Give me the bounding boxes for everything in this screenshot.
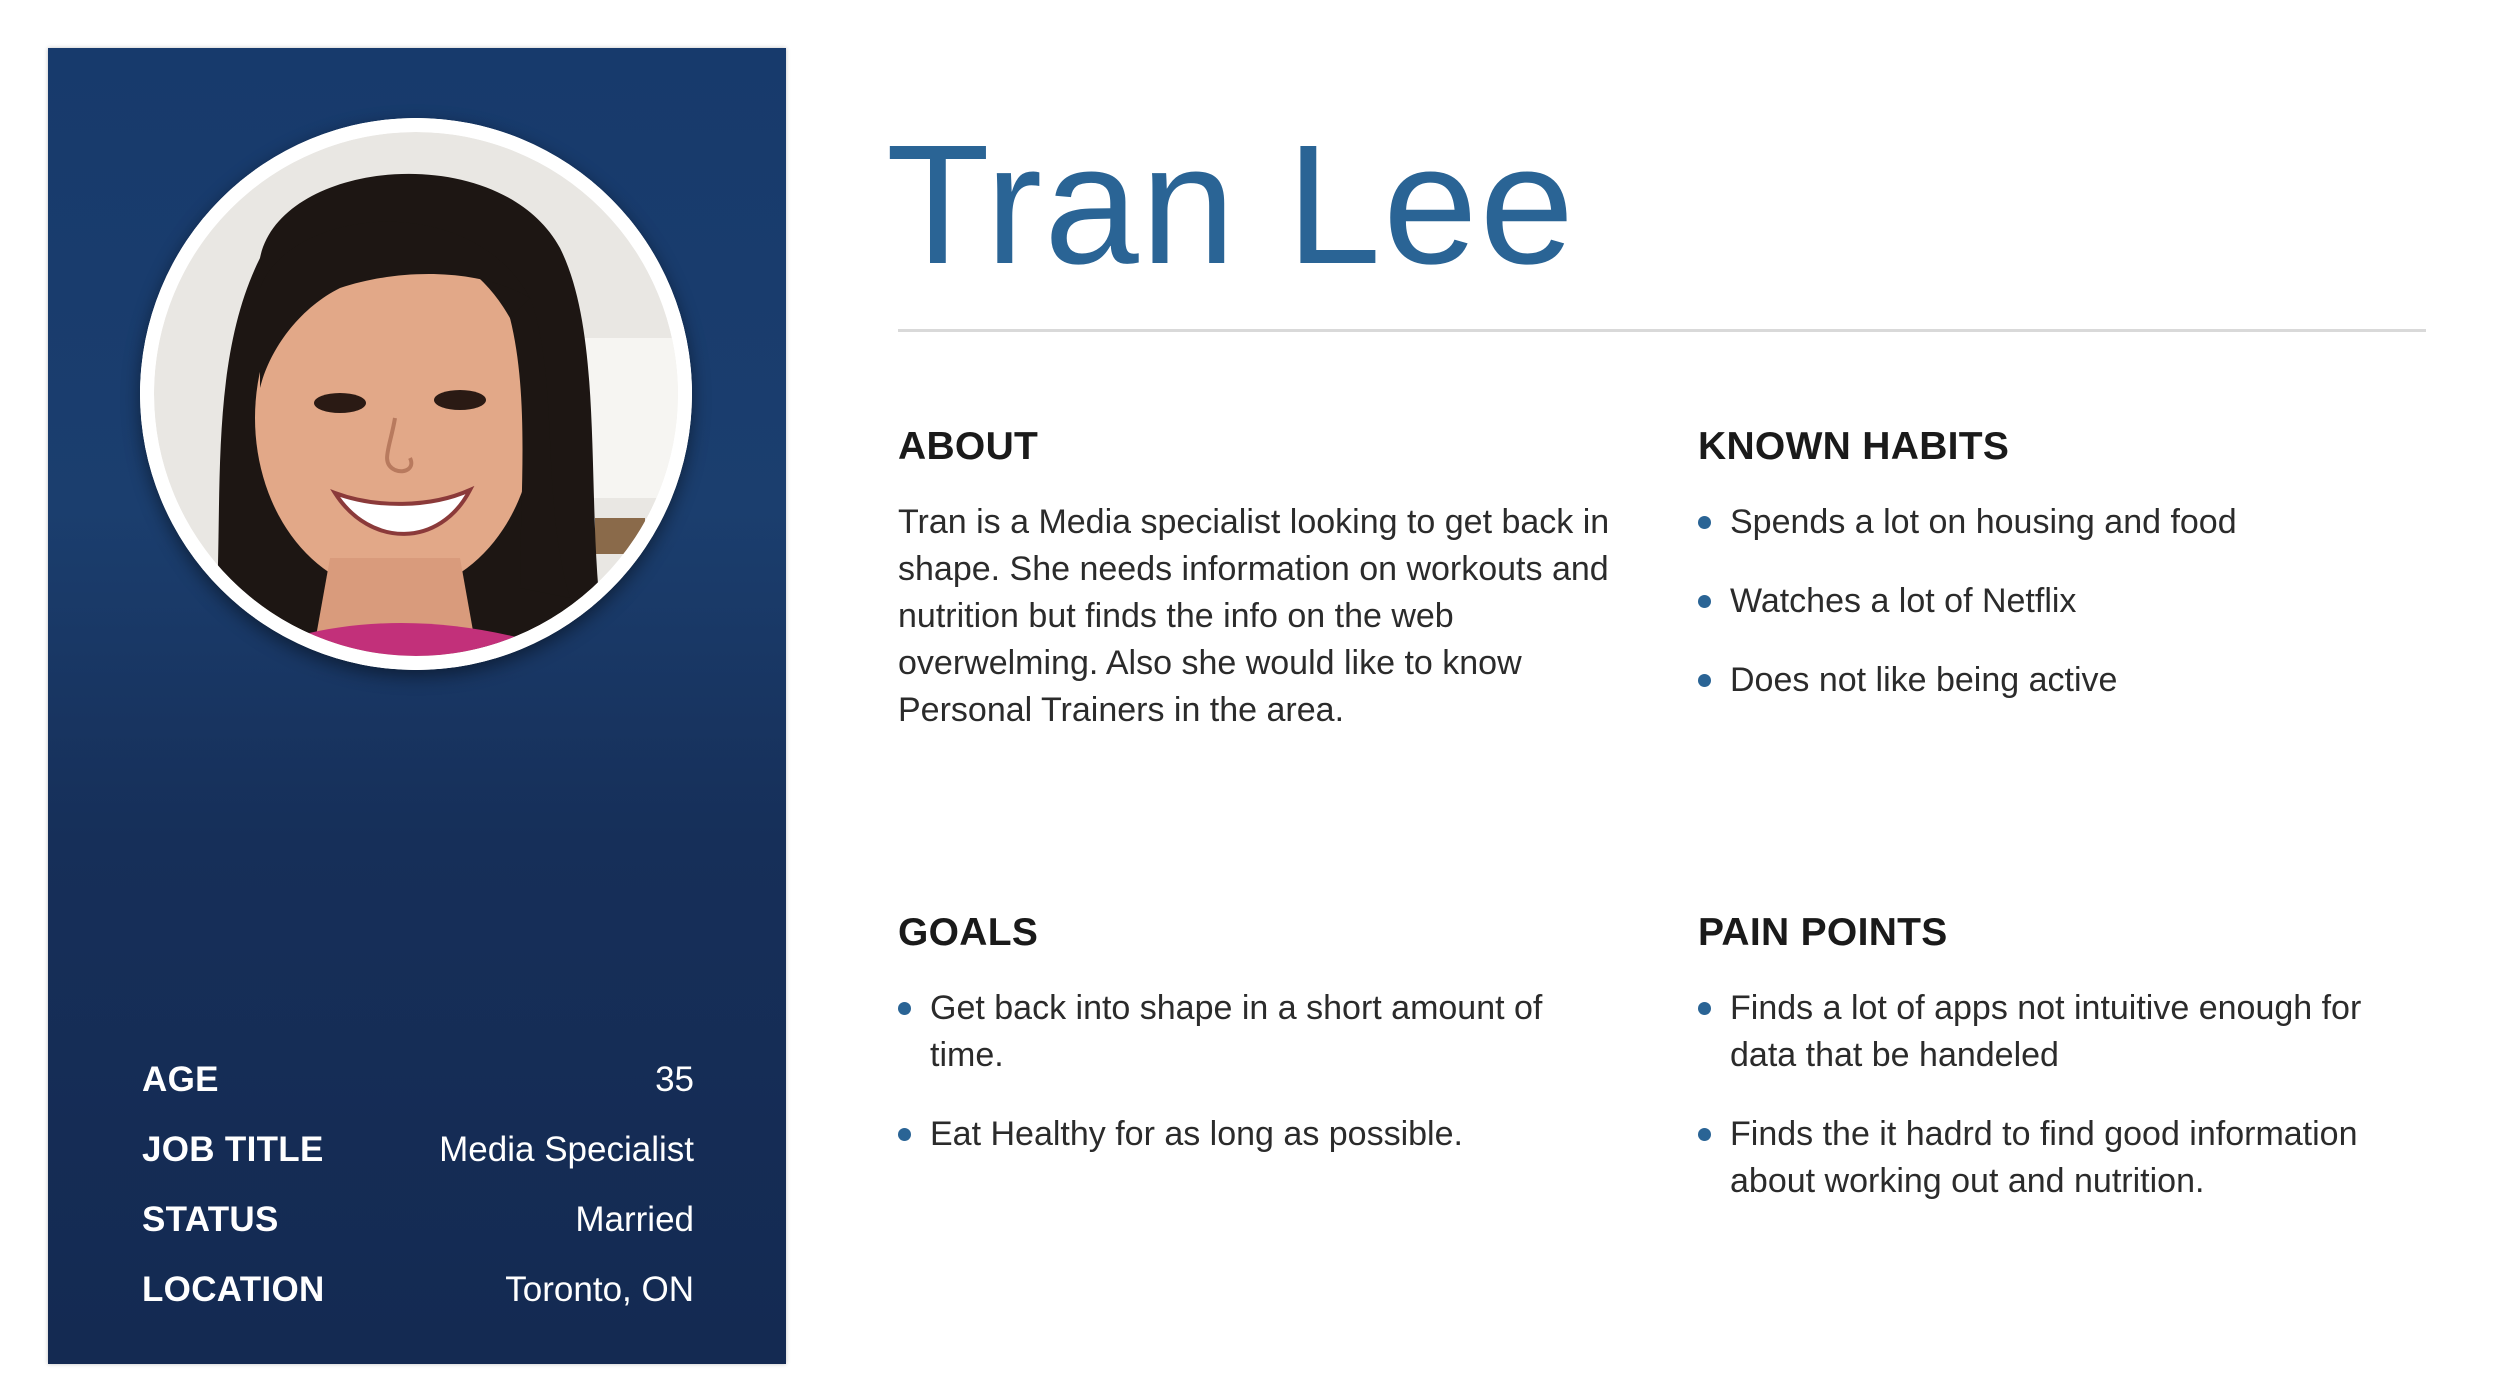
list-item bbox=[1698, 1111, 2378, 1205]
job-title-row bbox=[142, 1130, 694, 1200]
habits-list bbox=[1698, 499, 2418, 704]
profile-details bbox=[142, 1060, 694, 1340]
goals-list bbox=[898, 985, 1598, 1158]
status-label: STATUS bbox=[142, 1200, 279, 1239]
profile-panel bbox=[48, 48, 786, 1364]
bullet-icon bbox=[898, 1002, 911, 1015]
goal-text: Get back into shape in a short amount of time. bbox=[930, 988, 1543, 1074]
age-value: 35 bbox=[655, 1060, 694, 1099]
habit-text: Watches a lot of Netflix bbox=[1730, 581, 2077, 620]
list-item bbox=[1698, 578, 2418, 625]
goals-title: GOALS bbox=[898, 911, 1039, 954]
title-divider bbox=[898, 329, 2426, 332]
age-row bbox=[142, 1060, 694, 1130]
habits-section bbox=[1698, 426, 2418, 736]
location-row bbox=[142, 1270, 694, 1340]
pain-point-text: Finds the it hadrd to find good information about working out and nutrition. bbox=[1730, 1114, 2358, 1200]
list-item bbox=[1698, 985, 2378, 1079]
pain-points-section bbox=[1698, 912, 2378, 1237]
portrait-photo-icon bbox=[140, 118, 692, 670]
pain-point-text: Finds a lot of apps not intuitive enough for data that be handeled bbox=[1730, 988, 2362, 1074]
bullet-icon bbox=[1698, 674, 1711, 687]
profile-photo bbox=[140, 118, 692, 670]
status-value: Married bbox=[575, 1200, 694, 1239]
habit-text: Spends a lot on housing and food bbox=[1730, 502, 2237, 541]
goals-section bbox=[898, 912, 1598, 1190]
bullet-icon bbox=[1698, 1128, 1711, 1141]
about-title: ABOUT bbox=[898, 425, 1039, 468]
about-text: Tran is a Media specialist looking to get back in shape. She needs information on workouts and nutrition but finds the info on the web overwelming. Also she would like to know Personal Trainers in the area. bbox=[898, 502, 1610, 729]
list-item bbox=[1698, 499, 2418, 546]
job-title-value: Media Specialist bbox=[439, 1130, 694, 1169]
goal-text: Eat Healthy for as long as possible. bbox=[930, 1114, 1463, 1153]
location-value: Toronto, ON bbox=[505, 1270, 694, 1309]
bullet-icon bbox=[898, 1128, 911, 1141]
habits-title: KNOWN HABITS bbox=[1698, 425, 2010, 468]
bullet-icon bbox=[1698, 516, 1711, 529]
habit-text: Does not like being active bbox=[1730, 660, 2118, 699]
list-item bbox=[898, 1111, 1598, 1158]
pain-points-list bbox=[1698, 985, 2378, 1205]
about-section bbox=[898, 426, 1618, 734]
status-row bbox=[142, 1200, 694, 1270]
persona-name: Tran Lee bbox=[886, 110, 1577, 300]
list-item bbox=[1698, 657, 2418, 704]
bullet-icon bbox=[1698, 595, 1711, 608]
pain-points-title: PAIN POINTS bbox=[1698, 911, 1948, 954]
location-label: LOCATION bbox=[142, 1270, 325, 1309]
list-item bbox=[898, 985, 1598, 1079]
age-label: AGE bbox=[142, 1060, 219, 1099]
bullet-icon bbox=[1698, 1002, 1711, 1015]
job-title-label: JOB TITLE bbox=[142, 1130, 324, 1169]
